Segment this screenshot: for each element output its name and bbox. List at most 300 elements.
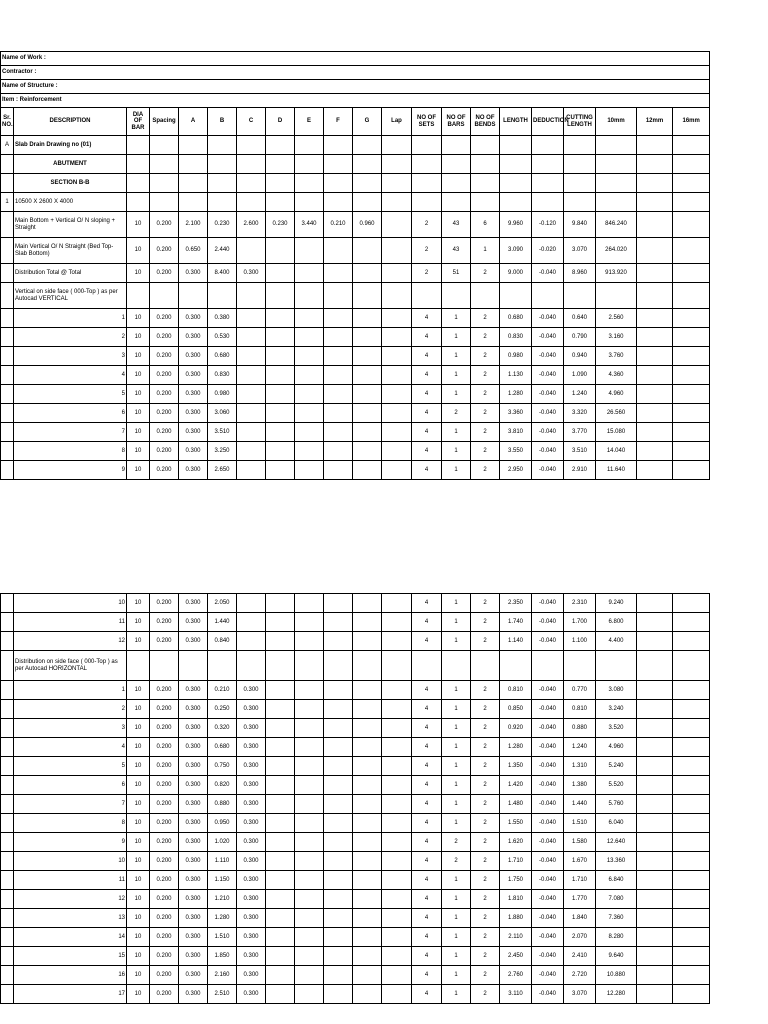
value-cell: -0.040	[532, 366, 564, 385]
sr-no-cell	[1, 947, 14, 966]
value-cell: -0.040	[532, 442, 564, 461]
value-cell	[127, 136, 150, 155]
value-cell	[382, 174, 412, 193]
value-cell: 0.230	[266, 212, 295, 238]
value-cell	[295, 366, 324, 385]
value-cell	[382, 594, 412, 613]
value-cell: 0.300	[179, 833, 208, 852]
value-cell: 0.770	[564, 681, 596, 700]
value-cell: 1	[442, 385, 471, 404]
table-row	[1, 347, 710, 366]
value-cell	[179, 174, 208, 193]
value-cell	[237, 136, 266, 155]
value-cell: 3.090	[500, 238, 532, 264]
value-cell: 4	[412, 852, 442, 871]
value-cell	[295, 985, 324, 1004]
value-cell	[673, 776, 710, 795]
description-cell: Main Vertical O/ N Straight (Bed Top- Slab Bottom)	[14, 238, 127, 264]
value-cell	[596, 136, 637, 155]
value-cell: 4	[412, 871, 442, 890]
value-cell: 4	[412, 719, 442, 738]
value-cell: 2	[471, 328, 500, 347]
value-cell	[637, 136, 673, 155]
value-cell: 8.400	[208, 264, 237, 283]
value-cell: 1	[442, 947, 471, 966]
value-cell: 1.100	[564, 632, 596, 651]
value-cell: 2.560	[596, 309, 637, 328]
value-cell	[382, 423, 412, 442]
value-cell: 2	[412, 212, 442, 238]
value-cell: 5.520	[596, 776, 637, 795]
info-cell: Name of Work :	[1, 52, 710, 66]
column-header: E	[295, 108, 324, 136]
value-cell	[295, 928, 324, 947]
sr-no-cell	[1, 423, 14, 442]
value-cell	[266, 155, 295, 174]
value-cell	[127, 651, 150, 681]
value-cell: 4	[412, 404, 442, 423]
value-cell: 4	[412, 890, 442, 909]
description-cell: 9	[14, 461, 127, 480]
value-cell	[637, 442, 673, 461]
sr-no-cell	[1, 719, 14, 738]
value-cell: 0.300	[237, 776, 266, 795]
table-row	[1, 738, 710, 757]
value-cell: 3.070	[564, 985, 596, 1004]
value-cell: 3.760	[596, 347, 637, 366]
header-row	[1, 108, 710, 136]
column-header: F	[324, 108, 353, 136]
sr-no-cell	[1, 613, 14, 632]
value-cell	[500, 155, 532, 174]
value-cell	[353, 594, 382, 613]
value-cell: 1.580	[564, 833, 596, 852]
value-cell: 1.510	[564, 814, 596, 833]
value-cell: 10	[127, 594, 150, 613]
value-cell: 4	[412, 700, 442, 719]
value-cell: 0.300	[179, 404, 208, 423]
value-cell	[532, 136, 564, 155]
info-cell: Item : Reinforcement	[1, 94, 710, 108]
value-cell	[673, 328, 710, 347]
value-cell: 0.300	[237, 814, 266, 833]
value-cell	[673, 136, 710, 155]
value-cell: 0.200	[150, 890, 179, 909]
value-cell	[382, 947, 412, 966]
value-cell: 0.300	[179, 985, 208, 1004]
value-cell	[382, 871, 412, 890]
sr-no-cell	[1, 871, 14, 890]
value-cell: 0.210	[208, 681, 237, 700]
value-cell: 1.110	[208, 852, 237, 871]
value-cell: 0.300	[237, 966, 266, 985]
value-cell: 13.360	[596, 852, 637, 871]
value-cell	[353, 155, 382, 174]
value-cell	[266, 890, 295, 909]
value-cell: 0.200	[150, 385, 179, 404]
value-cell	[637, 947, 673, 966]
value-cell	[353, 423, 382, 442]
table-row	[1, 404, 710, 423]
value-cell	[442, 174, 471, 193]
value-cell: 4	[412, 613, 442, 632]
info-row	[1, 80, 710, 94]
value-cell	[324, 738, 353, 757]
value-cell	[442, 651, 471, 681]
description-cell: 2	[14, 700, 127, 719]
value-cell: 0.200	[150, 966, 179, 985]
value-cell	[382, 651, 412, 681]
value-cell	[382, 442, 412, 461]
value-cell: 1.020	[208, 833, 237, 852]
value-cell	[324, 757, 353, 776]
value-cell: 0.200	[150, 594, 179, 613]
value-cell	[266, 700, 295, 719]
value-cell: 2	[471, 423, 500, 442]
value-cell	[442, 193, 471, 212]
value-cell: 0.300	[179, 632, 208, 651]
value-cell: 10	[127, 833, 150, 852]
value-cell	[353, 328, 382, 347]
value-cell	[637, 700, 673, 719]
value-cell	[500, 136, 532, 155]
value-cell: 9.960	[500, 212, 532, 238]
value-cell	[208, 283, 237, 309]
value-cell: 10	[127, 347, 150, 366]
value-cell	[324, 328, 353, 347]
value-cell	[150, 193, 179, 212]
value-cell	[295, 613, 324, 632]
value-cell: 0.200	[150, 212, 179, 238]
value-cell: 1.380	[564, 776, 596, 795]
value-cell: 1.810	[500, 890, 532, 909]
value-cell: 2.050	[208, 594, 237, 613]
value-cell: 10	[127, 366, 150, 385]
value-cell	[382, 283, 412, 309]
value-cell: 4	[412, 632, 442, 651]
value-cell: 2	[471, 461, 500, 480]
value-cell	[564, 155, 596, 174]
value-cell	[382, 238, 412, 264]
description-cell: SECTION B-B	[14, 174, 127, 193]
value-cell	[442, 155, 471, 174]
value-cell	[673, 852, 710, 871]
description-cell: 1	[14, 681, 127, 700]
value-cell: 10	[127, 738, 150, 757]
value-cell	[637, 871, 673, 890]
sr-no-cell	[1, 651, 14, 681]
value-cell: 2	[471, 264, 500, 283]
value-cell	[127, 193, 150, 212]
column-header: C	[237, 108, 266, 136]
value-cell	[266, 309, 295, 328]
value-cell	[637, 385, 673, 404]
value-cell: 0.300	[179, 947, 208, 966]
value-cell	[382, 136, 412, 155]
sr-no-cell: A	[1, 136, 14, 155]
value-cell: 0.650	[179, 238, 208, 264]
value-cell	[295, 404, 324, 423]
value-cell: 0.750	[208, 757, 237, 776]
table-row	[1, 909, 710, 928]
value-cell	[266, 264, 295, 283]
value-cell	[353, 347, 382, 366]
value-cell	[295, 966, 324, 985]
value-cell	[295, 909, 324, 928]
value-cell: 0.300	[237, 985, 266, 1004]
table-row	[1, 871, 710, 890]
value-cell	[353, 833, 382, 852]
value-cell	[564, 283, 596, 309]
value-cell	[382, 966, 412, 985]
value-cell: 0.680	[500, 309, 532, 328]
value-cell: 11.640	[596, 461, 637, 480]
sr-no-cell	[1, 833, 14, 852]
value-cell: 0.200	[150, 738, 179, 757]
value-cell: 1.140	[500, 632, 532, 651]
value-cell: 9.000	[500, 264, 532, 283]
value-cell: 0.300	[237, 681, 266, 700]
value-cell: 1	[442, 757, 471, 776]
value-cell	[324, 174, 353, 193]
value-cell	[637, 890, 673, 909]
value-cell	[637, 309, 673, 328]
value-cell	[673, 681, 710, 700]
sr-no-cell	[1, 309, 14, 328]
value-cell	[266, 442, 295, 461]
value-cell: 4	[412, 738, 442, 757]
value-cell	[295, 309, 324, 328]
value-cell	[637, 852, 673, 871]
value-cell	[637, 966, 673, 985]
value-cell: 3.510	[564, 442, 596, 461]
value-cell	[324, 928, 353, 947]
value-cell	[637, 155, 673, 174]
value-cell: -0.040	[532, 738, 564, 757]
value-cell	[637, 632, 673, 651]
value-cell	[471, 283, 500, 309]
value-cell: 0.200	[150, 347, 179, 366]
value-cell	[353, 852, 382, 871]
value-cell: 2	[471, 347, 500, 366]
value-cell	[637, 212, 673, 238]
value-cell	[673, 985, 710, 1004]
value-cell: 4	[412, 795, 442, 814]
value-cell: -0.040	[532, 909, 564, 928]
info-cell: Name of Structure :	[1, 80, 710, 94]
value-cell	[382, 700, 412, 719]
value-cell	[237, 594, 266, 613]
value-cell	[412, 651, 442, 681]
value-cell	[295, 264, 324, 283]
value-cell: 0.680	[208, 347, 237, 366]
value-cell	[266, 423, 295, 442]
value-cell: 0.850	[500, 700, 532, 719]
value-cell: -0.040	[532, 814, 564, 833]
value-cell: 0.200	[150, 719, 179, 738]
value-cell: 4	[412, 966, 442, 985]
value-cell: 0.200	[150, 442, 179, 461]
value-cell: 0.210	[324, 212, 353, 238]
value-cell: 2	[471, 385, 500, 404]
value-cell	[150, 283, 179, 309]
value-cell	[237, 155, 266, 174]
value-cell: 0.980	[208, 385, 237, 404]
value-cell	[324, 833, 353, 852]
value-cell: 0.200	[150, 328, 179, 347]
value-cell	[637, 651, 673, 681]
value-cell: -0.040	[532, 928, 564, 947]
value-cell: 2	[442, 404, 471, 423]
value-cell: 0.300	[237, 890, 266, 909]
value-cell	[295, 632, 324, 651]
value-cell	[673, 966, 710, 985]
value-cell	[324, 632, 353, 651]
value-cell	[353, 461, 382, 480]
value-cell	[353, 264, 382, 283]
value-cell	[150, 155, 179, 174]
column-header: Sr. NO.	[1, 108, 14, 136]
value-cell: -0.040	[532, 461, 564, 480]
value-cell: 1	[442, 309, 471, 328]
value-cell: 10	[127, 947, 150, 966]
value-cell	[266, 651, 295, 681]
value-cell: 0.300	[237, 719, 266, 738]
value-cell	[637, 423, 673, 442]
value-cell: 2	[471, 700, 500, 719]
value-cell: 2.650	[208, 461, 237, 480]
sr-no-cell	[1, 928, 14, 947]
value-cell: 1	[442, 613, 471, 632]
value-cell: 2.410	[564, 947, 596, 966]
value-cell: 4	[412, 757, 442, 776]
value-cell: 0.300	[179, 719, 208, 738]
value-cell: 0.200	[150, 681, 179, 700]
value-cell	[266, 947, 295, 966]
value-cell: 1.310	[564, 757, 596, 776]
value-cell	[637, 776, 673, 795]
value-cell: 10	[127, 909, 150, 928]
value-cell: 4	[412, 814, 442, 833]
sr-no-cell	[1, 347, 14, 366]
description-cell: 10	[14, 852, 127, 871]
value-cell: 0.530	[208, 328, 237, 347]
value-cell	[637, 719, 673, 738]
value-cell: 2	[471, 814, 500, 833]
column-header: DEDUCTION	[532, 108, 564, 136]
value-cell	[266, 909, 295, 928]
value-cell	[353, 719, 382, 738]
table-row	[1, 594, 710, 613]
value-cell: 0.300	[179, 442, 208, 461]
table-row	[1, 852, 710, 871]
value-cell	[179, 283, 208, 309]
value-cell: 4	[412, 423, 442, 442]
value-cell: 2	[471, 632, 500, 651]
table-row	[1, 385, 710, 404]
value-cell: -0.040	[532, 852, 564, 871]
value-cell: 0.300	[179, 852, 208, 871]
value-cell: 0.200	[150, 909, 179, 928]
value-cell	[353, 757, 382, 776]
value-cell	[673, 212, 710, 238]
table-row	[1, 651, 710, 681]
value-cell	[637, 238, 673, 264]
description-cell: 10	[14, 594, 127, 613]
value-cell	[179, 193, 208, 212]
value-cell: 2	[412, 264, 442, 283]
value-cell: 7.360	[596, 909, 637, 928]
description-cell: 8	[14, 442, 127, 461]
value-cell: 10	[127, 757, 150, 776]
column-header: NO OF BARS	[442, 108, 471, 136]
value-cell: 2	[471, 613, 500, 632]
value-cell	[295, 136, 324, 155]
value-cell	[266, 738, 295, 757]
value-cell: 2	[471, 852, 500, 871]
value-cell	[382, 814, 412, 833]
sr-no-cell	[1, 442, 14, 461]
value-cell	[382, 757, 412, 776]
value-cell: 0.200	[150, 632, 179, 651]
value-cell: 0.300	[179, 385, 208, 404]
value-cell: 1	[442, 890, 471, 909]
value-cell: 0.300	[179, 814, 208, 833]
value-cell	[596, 155, 637, 174]
value-cell: 0.200	[150, 613, 179, 632]
sr-no-cell	[1, 283, 14, 309]
table-row	[1, 613, 710, 632]
value-cell: -0.040	[532, 594, 564, 613]
description-cell: 17	[14, 985, 127, 1004]
value-cell	[266, 985, 295, 1004]
value-cell	[208, 155, 237, 174]
value-cell	[412, 155, 442, 174]
value-cell: 10	[127, 890, 150, 909]
value-cell: 2	[471, 909, 500, 928]
description-cell: 12	[14, 632, 127, 651]
value-cell	[673, 795, 710, 814]
value-cell: -0.040	[532, 613, 564, 632]
value-cell	[673, 613, 710, 632]
table-row	[1, 238, 710, 264]
value-cell: 846.240	[596, 212, 637, 238]
description-cell: 6	[14, 776, 127, 795]
value-cell: 1.210	[208, 890, 237, 909]
value-cell	[324, 651, 353, 681]
value-cell: 3.810	[500, 423, 532, 442]
value-cell: 3.160	[596, 328, 637, 347]
value-cell	[295, 155, 324, 174]
description-cell: 16	[14, 966, 127, 985]
value-cell: 10	[127, 776, 150, 795]
value-cell: 4	[412, 985, 442, 1004]
value-cell	[353, 442, 382, 461]
value-cell	[295, 423, 324, 442]
value-cell	[295, 461, 324, 480]
value-cell	[295, 947, 324, 966]
value-cell	[179, 651, 208, 681]
value-cell: 1.700	[564, 613, 596, 632]
table-row	[1, 461, 710, 480]
value-cell	[637, 795, 673, 814]
value-cell	[673, 757, 710, 776]
value-cell: 1.670	[564, 852, 596, 871]
value-cell	[564, 651, 596, 681]
value-cell: 4	[412, 928, 442, 947]
value-cell	[471, 136, 500, 155]
value-cell	[127, 155, 150, 174]
